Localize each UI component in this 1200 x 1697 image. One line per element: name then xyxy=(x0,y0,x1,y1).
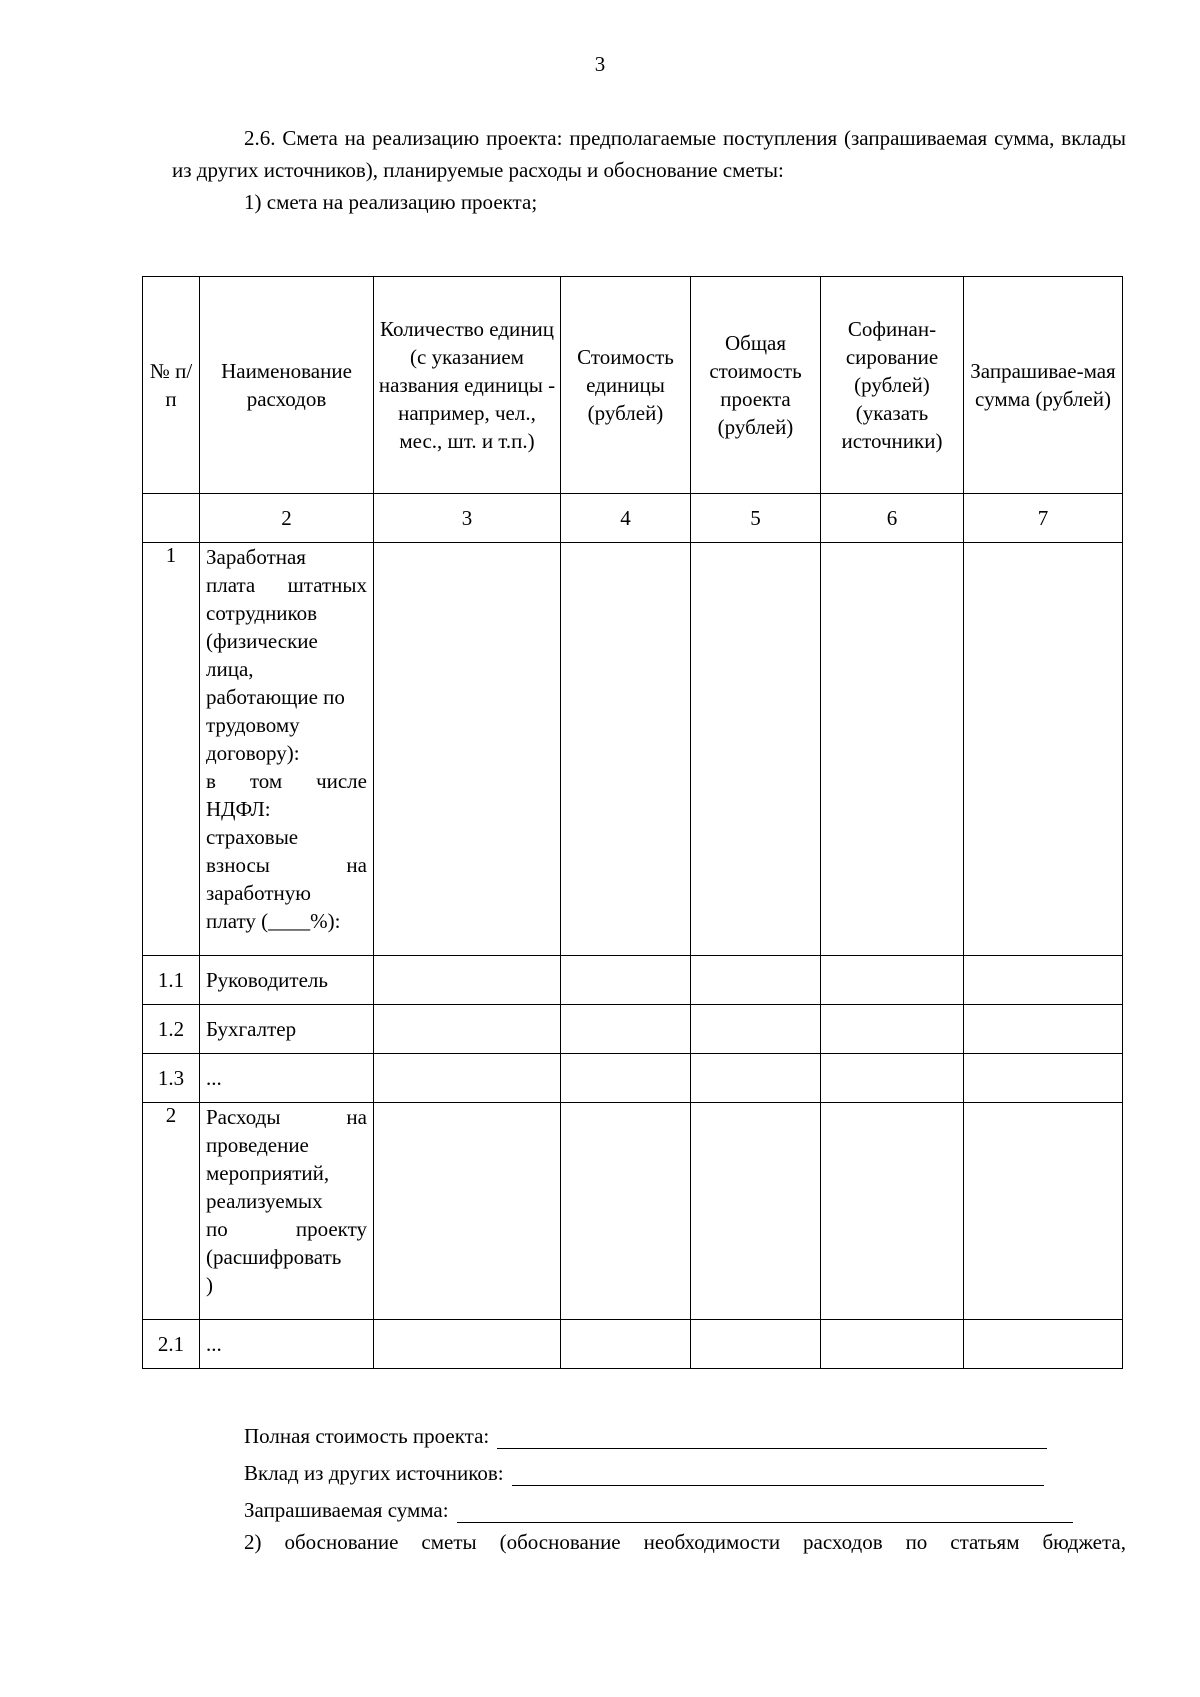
table-row xyxy=(143,543,1123,956)
header-cell-index: № п/п xyxy=(143,277,200,494)
row-cell-unit-cost xyxy=(561,1103,691,1320)
full-cost-blank xyxy=(497,1426,1047,1449)
row-index: 2.1 xyxy=(143,1320,200,1369)
column-number-cell: 4 xyxy=(561,494,691,543)
row-name-line: лица, xyxy=(206,657,254,681)
row-cell-requested xyxy=(964,543,1123,956)
intro-subitem: 1) смета на реализацию проекта; xyxy=(244,190,538,214)
page-number: 3 xyxy=(594,52,606,76)
requested-blank xyxy=(457,1500,1073,1523)
header-cell-quantity: Количество единиц (с указанием названия единицы - например, чел., мес., шт. и т.п.) xyxy=(374,277,561,494)
row-cell-quantity xyxy=(374,543,561,956)
header-cell-requested: Запрашивае-мая сумма (рублей) xyxy=(964,277,1123,494)
row-cell-quantity xyxy=(374,1005,561,1054)
row-name-line: взносы на xyxy=(206,853,367,877)
row-name-line: сотрудников xyxy=(206,601,318,625)
row-name-line: проведение xyxy=(206,1133,309,1157)
row-name: ... xyxy=(200,1320,374,1369)
row-name: ... xyxy=(200,1054,374,1103)
row-cell-requested xyxy=(964,1320,1123,1369)
table-row xyxy=(143,956,1123,1005)
row-cell-total-cost xyxy=(691,1005,821,1054)
column-number-cell: 5 xyxy=(691,494,821,543)
total-line-full-cost xyxy=(244,1412,1126,1449)
row-name-line: (физические xyxy=(206,629,318,653)
row-cell-quantity xyxy=(374,1103,561,1320)
row-cell-quantity xyxy=(374,1320,561,1369)
intro-paragraph: 2.6. Смета на реализацию проекта: предполагаемые поступления (запрашиваемая сумма, вклады из других источников), планируемые расходы и обоснование сметы: xyxy=(172,126,1126,182)
row-cell-unit-cost xyxy=(561,1320,691,1369)
other-sources-blank xyxy=(512,1463,1044,1486)
row-cell-total-cost xyxy=(691,1103,821,1320)
row-name xyxy=(200,1103,374,1320)
other-sources-label: Вклад из других источников: xyxy=(244,1461,504,1485)
table-row xyxy=(143,1103,1123,1320)
row-index: 1.1 xyxy=(143,956,200,1005)
row-cell-cofinancing xyxy=(821,956,964,1005)
row-cell-total-cost xyxy=(691,956,821,1005)
table-row xyxy=(143,1005,1123,1054)
row-name-line: Расходы на xyxy=(206,1105,367,1129)
row-cell-quantity xyxy=(374,1054,561,1103)
row-index: 2 xyxy=(143,1103,200,1320)
row-cell-requested xyxy=(964,1103,1123,1320)
full-cost-label: Полная стоимость проекта: xyxy=(244,1424,490,1448)
row-cell-cofinancing xyxy=(821,1005,964,1054)
row-index: 1.2 xyxy=(143,1005,200,1054)
row-name: Бухгалтер xyxy=(200,1005,374,1054)
table-row xyxy=(143,1054,1123,1103)
row-index: 1.3 xyxy=(143,1054,200,1103)
row-cell-cofinancing xyxy=(821,1320,964,1369)
estimate-table xyxy=(142,276,1123,1369)
table-row xyxy=(143,1320,1123,1369)
section-intro xyxy=(172,122,1126,218)
header-cell-name: Наименование расходов xyxy=(200,277,374,494)
row-name-line: (расшифровать xyxy=(206,1245,342,1269)
column-number-cell: 3 xyxy=(374,494,561,543)
row-name-line: в том числе xyxy=(206,769,367,793)
row-name-line: страховые xyxy=(206,825,299,849)
justification-intro: 2) обоснование сметы (обоснование необходимости расходов по статьям бюджета, xyxy=(244,1530,1126,1554)
column-number-cell: 7 xyxy=(964,494,1123,543)
row-name-line: работающие по xyxy=(206,685,345,709)
row-cell-requested xyxy=(964,956,1123,1005)
row-cell-requested xyxy=(964,1005,1123,1054)
row-name-line: мероприятий, xyxy=(206,1161,330,1185)
row-name-line: заработную xyxy=(206,881,311,905)
row-name-line: НДФЛ: xyxy=(206,797,271,821)
column-number-row xyxy=(143,494,1123,543)
row-cell-unit-cost xyxy=(561,1054,691,1103)
row-cell-unit-cost xyxy=(561,1005,691,1054)
row-cell-requested xyxy=(964,1054,1123,1103)
table-header-row xyxy=(143,277,1123,494)
row-name-line: Заработная xyxy=(206,545,306,569)
row-name xyxy=(200,543,374,956)
row-name-line: трудовому xyxy=(206,713,300,737)
row-name-line: ) xyxy=(206,1273,213,1297)
row-cell-cofinancing xyxy=(821,1054,964,1103)
requested-label: Запрашиваемая сумма: xyxy=(244,1498,449,1522)
row-name-line: плата штатных xyxy=(206,573,367,597)
header-cell-cofinancing: Софинан-сирование (рублей) (указать источники) xyxy=(821,277,964,494)
row-cell-quantity xyxy=(374,956,561,1005)
column-number-cell: 6 xyxy=(821,494,964,543)
row-cell-unit-cost xyxy=(561,956,691,1005)
header-cell-unit-cost: Стоимость единицы (рублей) xyxy=(561,277,691,494)
total-line-other-sources xyxy=(244,1449,1126,1486)
row-name-line: реализуемых xyxy=(206,1189,323,1213)
row-cell-cofinancing xyxy=(821,543,964,956)
row-cell-total-cost xyxy=(691,1320,821,1369)
row-cell-total-cost xyxy=(691,1054,821,1103)
row-name-line: плату (____%): xyxy=(206,909,341,933)
column-number-cell: 2 xyxy=(200,494,374,543)
totals-section xyxy=(244,1412,1126,1523)
header-cell-total-cost: Общая стоимость проекта (рублей) xyxy=(691,277,821,494)
row-name-line: по проекту xyxy=(206,1217,367,1241)
total-line-requested xyxy=(244,1486,1126,1523)
column-number-cell xyxy=(143,494,200,543)
row-cell-total-cost xyxy=(691,543,821,956)
row-index: 1 xyxy=(143,543,200,956)
row-name-line: договору): xyxy=(206,741,300,765)
row-cell-cofinancing xyxy=(821,1103,964,1320)
row-name: Руководитель xyxy=(200,956,374,1005)
row-cell-unit-cost xyxy=(561,543,691,956)
